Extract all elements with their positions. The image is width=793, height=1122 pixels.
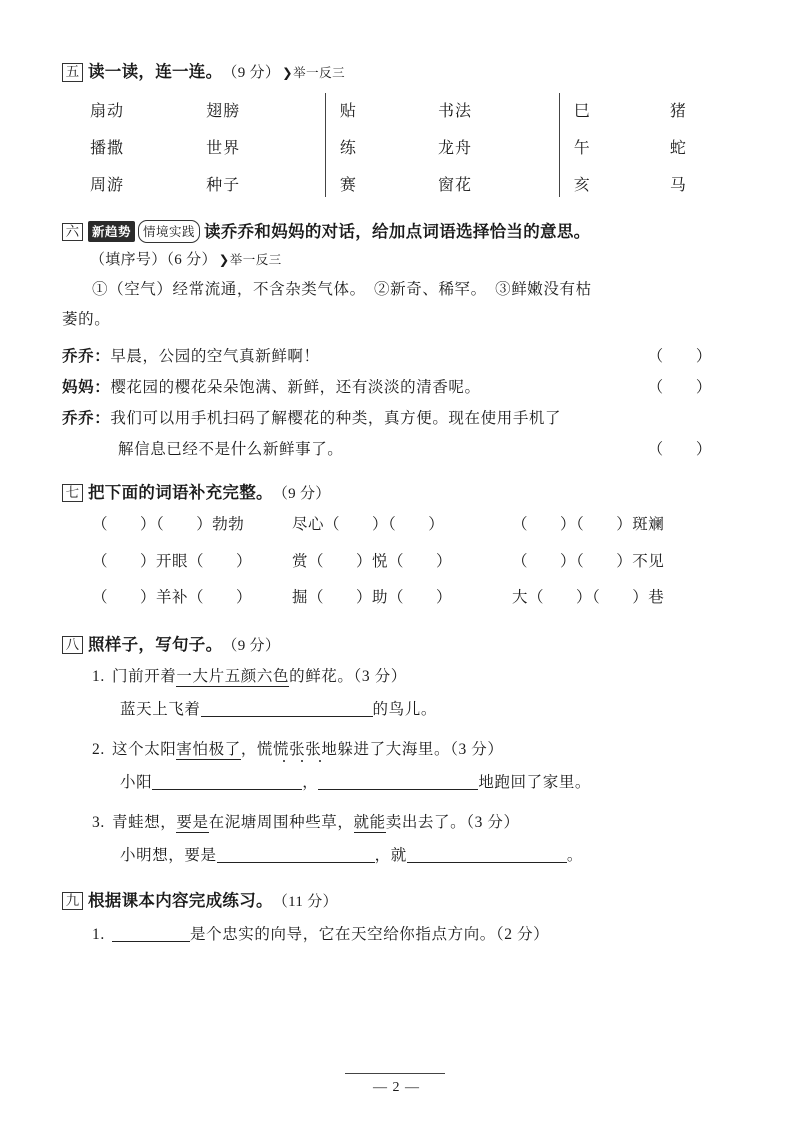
section-nine <box>62 887 734 952</box>
match-cell[interactable]: 午 <box>573 139 591 157</box>
dialog-text: 樱花园的樱花朵朵饱满、新鲜，还有淡淡的清香呢。 <box>110 378 481 396</box>
answer-parenthesis <box>712 403 734 434</box>
item-score: （3 分） <box>450 741 504 759</box>
section-score: （9 分） <box>272 485 331 502</box>
answer-line <box>62 840 734 873</box>
sample-post: 卖出去了。 <box>385 814 467 832</box>
sample-mid: ，慌慌张张地躲进了大海里。 <box>240 741 451 759</box>
answer-line <box>62 694 734 727</box>
write-blank[interactable] <box>318 773 478 790</box>
write-blank[interactable] <box>217 846 375 863</box>
sample-underlined-2: 就能 <box>353 814 386 832</box>
meaning-options <box>62 275 734 305</box>
item-score: （3 分） <box>353 668 407 686</box>
answer-parenthesis[interactable]: （ ） <box>647 378 712 396</box>
idiom-blank[interactable]: 大（ ）（ ）巷 <box>512 589 665 607</box>
section-six-heading <box>62 218 734 244</box>
answer-post: 的鸟儿。 <box>372 700 437 718</box>
match-cell[interactable]: 种子 <box>206 176 241 194</box>
match-cell[interactable]: 世界 <box>206 139 241 157</box>
section-score: （9 分） <box>222 65 281 81</box>
sample-mid: 在泥塘周围种些草， <box>208 814 354 832</box>
match-cell[interactable]: 龙舟 <box>438 139 473 157</box>
page-number: — 2 — <box>373 1080 420 1095</box>
section-note: ❯举一反三 <box>218 252 282 267</box>
match-cell[interactable]: 翅膀 <box>206 102 241 120</box>
idiom-blank[interactable]: 尽心（ ）（ ） <box>292 516 445 534</box>
match-cell[interactable]: 马 <box>669 176 687 194</box>
section-six <box>62 218 734 465</box>
sample-underlined: 一大片五颜六色 <box>176 668 290 686</box>
question-item <box>62 807 734 840</box>
answer-parenthesis[interactable]: （ ） <box>647 440 712 458</box>
section-six-subheading <box>62 248 734 269</box>
question-item <box>62 734 734 767</box>
section-number: 六 <box>62 223 83 242</box>
match-cell[interactable]: 播撒 <box>90 139 125 157</box>
match-cell[interactable]: 赛 <box>339 176 357 194</box>
speaker-name: 乔乔： <box>62 347 111 365</box>
write-blank[interactable] <box>152 773 302 790</box>
section-score: （11 分） <box>272 893 338 910</box>
section-subtitle: （填序号）（6 分） <box>90 251 217 268</box>
section-score: （9 分） <box>222 637 281 654</box>
dialog-line <box>62 403 734 434</box>
section-title: 照样子，写句子。 <box>88 634 223 654</box>
page-content <box>62 58 734 952</box>
idiom-blank[interactable]: （ ）（ ）不见 <box>512 552 665 570</box>
idiom-blank[interactable]: （ ）开眼（ ） <box>92 552 253 570</box>
section-number: 九 <box>62 892 83 911</box>
answer-post: 。 <box>566 846 583 864</box>
answer-pre: 小明想，要是 <box>120 846 217 864</box>
section-title: 根据课本内容完成练习。 <box>88 890 273 910</box>
match-cell[interactable]: 书法 <box>438 102 473 120</box>
section-seven-heading <box>62 479 734 504</box>
idiom-blank[interactable]: （ ）羊补（ ） <box>92 589 253 607</box>
idiom-blank[interactable]: 掘（ ）助（ ） <box>292 589 453 607</box>
section-number: 八 <box>62 636 83 655</box>
matching-row <box>62 165 734 202</box>
grid-divider-1 <box>325 93 326 197</box>
speaker-name: 乔乔： <box>62 409 111 427</box>
write-blank[interactable] <box>201 700 373 717</box>
match-cell[interactable]: 巳 <box>573 102 591 120</box>
sample-post: 的鲜花。 <box>289 668 354 686</box>
write-blank[interactable] <box>407 846 567 863</box>
question-item <box>62 661 734 694</box>
section-seven <box>62 479 734 617</box>
match-cell[interactable]: 窗花 <box>438 176 473 194</box>
section-five <box>62 58 734 202</box>
section-number: 五 <box>62 63 83 82</box>
new-trend-badge: 新趋势 <box>88 221 135 242</box>
idiom-blank[interactable]: （ ）（ ）勃勃 <box>92 516 245 534</box>
section-nine-heading <box>62 887 734 912</box>
dialog-line <box>62 434 734 465</box>
answer-post: 地跑回了家里。 <box>478 773 592 791</box>
dialog-line <box>62 341 734 372</box>
section-title: 读一读，连一连。 <box>88 62 223 81</box>
item-score: （2 分） <box>495 926 550 944</box>
match-cell[interactable]: 练 <box>339 139 357 157</box>
footer-rule <box>345 1073 445 1074</box>
sample-underlined: 害怕极了 <box>176 741 241 759</box>
section-number: 七 <box>62 484 83 503</box>
dialog-content <box>62 341 320 372</box>
matching-row <box>62 91 734 128</box>
dialog-block <box>62 341 734 465</box>
dialog-text: 我们可以用手机扫码了解樱花的种类，真方便。现在使用手机了 <box>110 409 562 427</box>
match-cell[interactable]: 猪 <box>669 102 687 120</box>
section-title: 把下面的词语补充完整。 <box>88 482 273 502</box>
sample-pre: 门前开着 <box>112 668 177 686</box>
idiom-blank[interactable]: （ ）（ ）斑斓 <box>512 516 665 534</box>
matching-grid <box>62 91 734 202</box>
answer-line <box>62 767 734 800</box>
section-eight-heading <box>62 631 734 656</box>
dialog-text: 早晨，公园的空气真新鲜啊！ <box>110 347 320 365</box>
sample-pre: 青蛙想， <box>112 814 177 832</box>
answer-mid: ，就 <box>374 846 407 864</box>
section-eight <box>62 631 734 873</box>
match-cell[interactable]: 扇动 <box>90 102 125 120</box>
question-number: 1. <box>92 668 105 686</box>
write-blank[interactable] <box>112 925 190 942</box>
answer-pre: 小阳 <box>120 773 153 791</box>
dialog-line <box>62 372 734 403</box>
item-score: （3 分） <box>466 814 520 832</box>
question-text: 是个忠实的向导，它在天空给你指点方向。 <box>190 926 496 944</box>
matching-row <box>62 128 734 165</box>
dialog-content <box>62 372 481 403</box>
question-number: 2. <box>92 741 105 759</box>
speaker-name: 妈妈： <box>62 378 111 396</box>
question-number: 1. <box>92 926 105 944</box>
section-note: ❯举一反三 <box>282 66 346 80</box>
match-cell[interactable]: 蛇 <box>669 139 687 157</box>
idiom-row <box>62 580 734 616</box>
dialog-text: 解信息已经不是什么新鲜事了。 <box>118 440 344 458</box>
dialog-content <box>62 434 343 465</box>
dialog-content <box>62 403 561 434</box>
question-number: 3. <box>92 814 105 832</box>
question-item <box>62 919 734 952</box>
meaning-options-tail: 萎的。 <box>62 310 111 328</box>
section-five-heading <box>62 58 734 83</box>
sample-underlined: 要是 <box>176 814 209 832</box>
idiom-row <box>62 507 734 543</box>
sample-pre: 这个太阳 <box>112 741 177 759</box>
answer-parenthesis[interactable]: （ ） <box>647 347 712 365</box>
grid-divider-2 <box>559 93 560 197</box>
answer-pre: 蓝天上飞着 <box>120 700 201 718</box>
match-cell[interactable]: 周游 <box>90 176 125 194</box>
match-cell[interactable]: 亥 <box>573 176 591 194</box>
match-cell[interactable]: 贴 <box>339 102 357 120</box>
meaning-options-text: ①（空气）经常流通，不含杂类气体。 ②新奇、稀罕。 ③鲜嫩没有枯 <box>92 280 592 298</box>
situational-practice-badge: 情境实践 <box>138 220 200 243</box>
idiom-blank[interactable]: 赏（ ）悦（ ） <box>292 552 453 570</box>
answer-mid: ， <box>302 773 319 791</box>
section-title: 读乔乔和妈妈的对话，给加点词语选择恰当的意思。 <box>204 221 591 241</box>
idiom-row <box>62 544 734 580</box>
